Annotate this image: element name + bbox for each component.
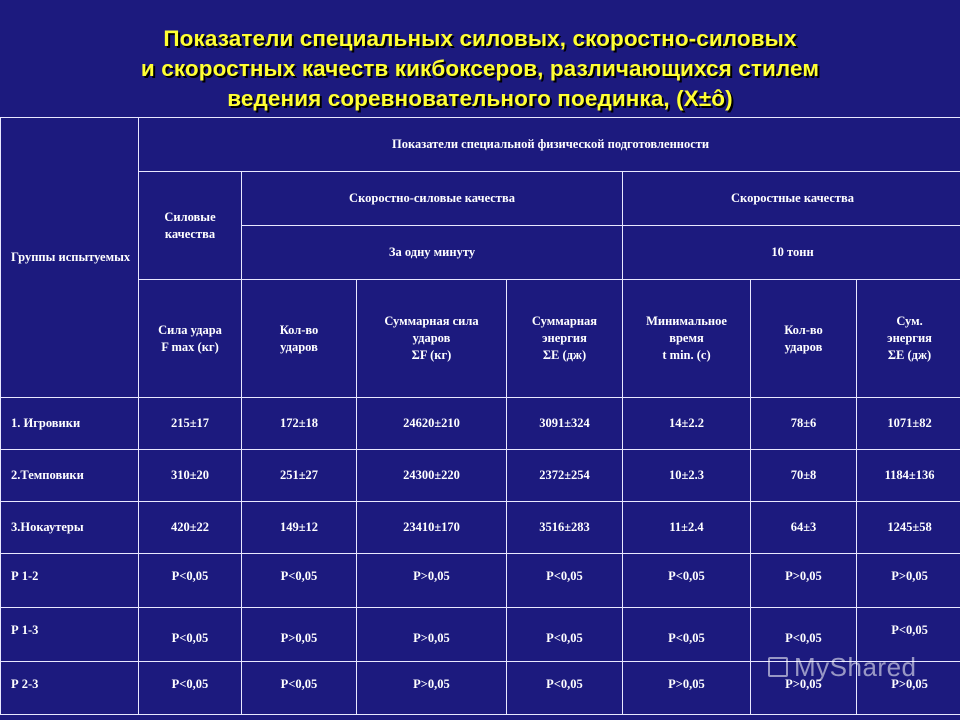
col-header-line: ударов [412,331,451,345]
table-row [1,398,960,450]
col-header-line: ударов [784,339,823,354]
speed-header: Скоростные качества [623,172,960,226]
results-table [0,117,960,715]
table-cell: 2372±254 [507,450,623,502]
watermark-text: MyShared [794,652,917,682]
table-cell: 310±20 [139,450,242,502]
row-label: 3.Нокаутеры [1,502,139,554]
table-cell: 70±8 [751,450,857,502]
col-header-line: Сила удара [158,322,222,337]
col-header-line: Кол-во [784,322,823,337]
table-cell: Р>0,05 [357,554,507,608]
table-cell: Р<0,05 [751,608,857,662]
table-cell: Р<0,05 [139,554,242,608]
table-cell: Р<0,05 [857,608,960,662]
col-header-line: Минимальное [646,314,727,328]
table-cell: Р>0,05 [857,662,960,715]
table-cell: Р<0,05 [623,608,751,662]
table-cell: 251±27 [242,450,357,502]
col-header-line: t min. (с) [662,348,711,362]
table-cell: Р<0,05 [242,554,357,608]
table-cell: 11±2.4 [623,502,751,554]
col-header-line: ΣF (кг) [411,348,452,362]
table-cell: Р>0,05 [857,554,960,608]
table-cell: 24300±220 [357,450,507,502]
title-line-1: Показатели специальных силовых, скоростно-силовых [163,26,797,51]
table-cell: 23410±170 [357,502,507,554]
slide-title [0,24,960,114]
col-header-line: Кол-во [279,322,319,337]
table-cell: 64±3 [751,502,857,554]
col-header-line: Суммарная [531,314,598,328]
col-header-punch-count [242,280,357,398]
col-header-line: время [669,331,704,345]
row-label: Р 1-2 [1,554,139,608]
table-cell: Р>0,05 [751,662,857,715]
table-cell: Р>0,05 [357,608,507,662]
col-header-sum-energy [857,280,960,398]
ten-tones-header: 10 тонн [623,226,960,280]
table-cell: 1245±58 [857,502,960,554]
col-header-total-energy [507,280,623,398]
table-cell: Р<0,05 [139,662,242,715]
row-label: Р 1-3 [1,608,139,662]
col-header-line: Сум. [896,314,923,328]
main-header: Показатели специальной физической подготовленности [139,118,960,172]
table-cell: 420±22 [139,502,242,554]
table-cell: Р>0,05 [357,662,507,715]
table-row [1,450,960,502]
table-cell: 149±12 [242,502,357,554]
table-cell: 10±2.3 [623,450,751,502]
table-cell: 3091±324 [507,398,623,450]
table-cell: Р>0,05 [242,608,357,662]
table-cell: Р<0,05 [507,554,623,608]
table-cell: 24620±210 [357,398,507,450]
table-cell: Р<0,05 [139,608,242,662]
table-row [1,554,960,608]
per-minute-header: За одну минуту [242,226,623,280]
col-header-line: Суммарная сила [384,314,479,328]
col-header-line: ΣЕ (дж) [542,348,587,362]
watermark [768,652,917,683]
table-cell: 3516±283 [507,502,623,554]
table-cell: 1184±136 [857,450,960,502]
col-header-line: энергия [887,331,932,345]
table-cell: Р>0,05 [623,662,751,715]
groups-header-cell [1,118,139,398]
table-cell: Р<0,05 [507,662,623,715]
table-cell: Р<0,05 [507,608,623,662]
col-header-min-time [623,280,751,398]
strength-header [139,172,242,280]
col-header-line: F max (кг) [161,339,219,354]
table-cell: Р<0,05 [242,662,357,715]
title-line-3: ведения соревновательного поединка, (Х±ô) [227,86,733,111]
table-cell: 78±6 [751,398,857,450]
title-line-2: и скоростных качеств кикбоксеров, различающихся стилем [140,56,820,81]
row-label: Р 2-3 [1,662,139,715]
col-header-speed-punch-count [751,280,857,398]
table-cell: Р>0,05 [751,554,857,608]
col-header-total-force [357,280,507,398]
col-header-line: ударов [280,339,318,354]
speed-strength-header: Скоростно-силовые качества [242,172,623,226]
row-label: 2.Темповики [1,450,139,502]
groups-header: Группы испытуемых [11,250,131,264]
strength-header-label: Силовые качества [164,209,216,241]
watermark-logo-icon [768,657,788,677]
table-cell: 14±2.2 [623,398,751,450]
row-label: 1. Игровики [1,398,139,450]
table-cell: 215±17 [139,398,242,450]
table-cell: 172±18 [242,398,357,450]
table-cell: Р<0,05 [623,554,751,608]
table-cell: 1071±82 [857,398,960,450]
col-header-line: энергия [542,331,587,345]
col-header-punch-force [139,280,242,398]
table-row [1,502,960,554]
col-header-line: ΣЕ (дж) [887,348,932,362]
